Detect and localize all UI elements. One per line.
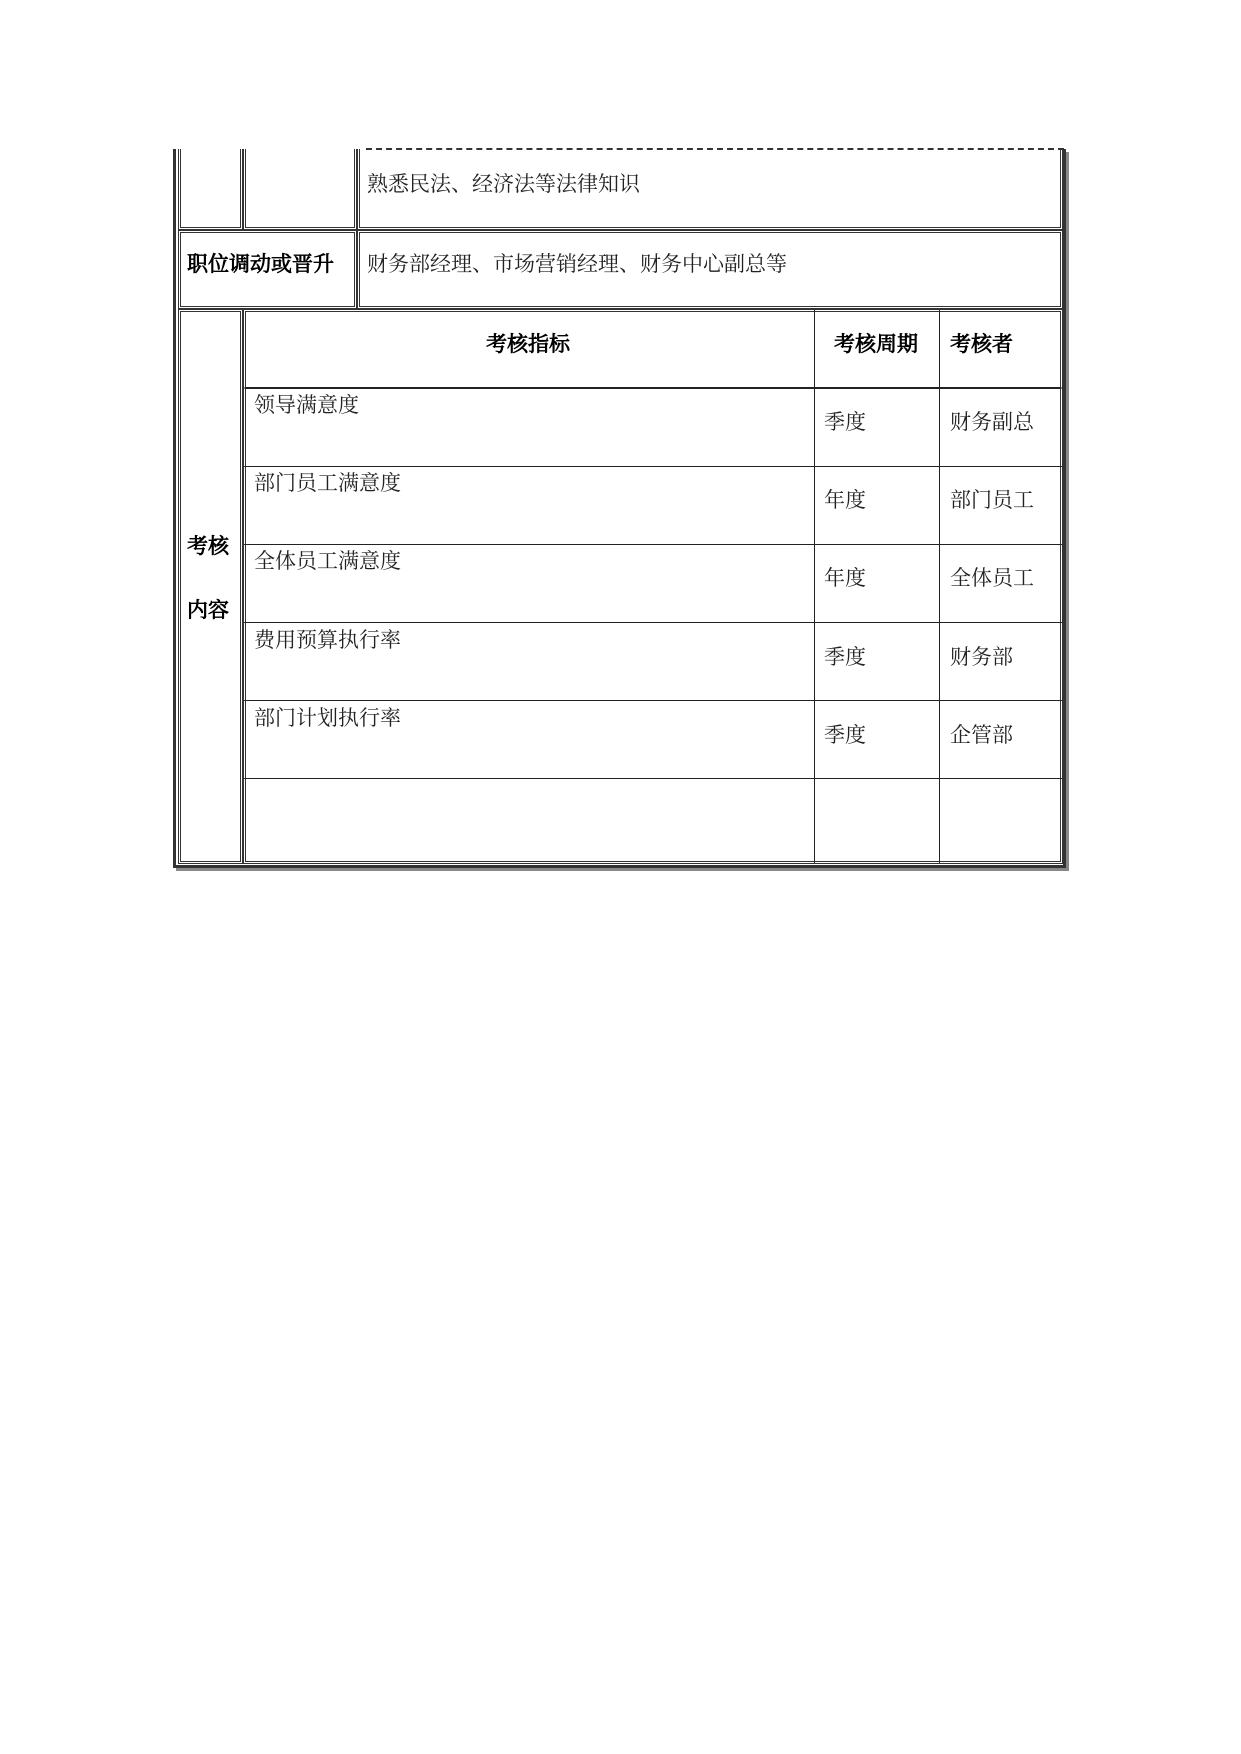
- header-period: 考核周期: [834, 332, 918, 356]
- row-indicator: 部门员工满意度: [254, 471, 401, 495]
- assessment-label-line2: 内容: [187, 598, 229, 622]
- row-period: 季度: [824, 410, 866, 434]
- row-indicator: 领导满意度: [254, 393, 359, 417]
- header-assessor: 考核者: [950, 332, 1013, 356]
- cell-empty-left: [178, 149, 243, 230]
- row-period: 年度: [824, 566, 866, 590]
- assessment-label-line1: 考核: [187, 534, 229, 558]
- row-period: 季度: [824, 723, 866, 747]
- row-indicator: 部门计划执行率: [254, 706, 401, 730]
- promotion-label: 职位调动或晋升: [187, 252, 334, 276]
- row-period: 年度: [824, 488, 866, 512]
- header-indicator: 考核指标: [486, 332, 570, 356]
- cell-empty-mid: [243, 149, 357, 230]
- promotion-value: 财务部经理、市场营销经理、财务中心副总等: [367, 252, 787, 276]
- row-indicator: 费用预算执行率: [254, 628, 401, 652]
- knowledge-text: 熟悉民法、经济法等法律知识: [367, 172, 640, 196]
- row-period: 季度: [824, 645, 866, 669]
- row-indicator: 全体员工满意度: [254, 549, 401, 573]
- cell-assessment-label: [178, 309, 243, 864]
- row-assessor: 部门员工: [950, 488, 1034, 512]
- row-assessor: 全体员工: [950, 566, 1034, 590]
- row-assessor: 企管部: [950, 723, 1013, 747]
- row-assessor: 财务副总: [950, 410, 1034, 434]
- row-assessor: 财务部: [950, 645, 1013, 669]
